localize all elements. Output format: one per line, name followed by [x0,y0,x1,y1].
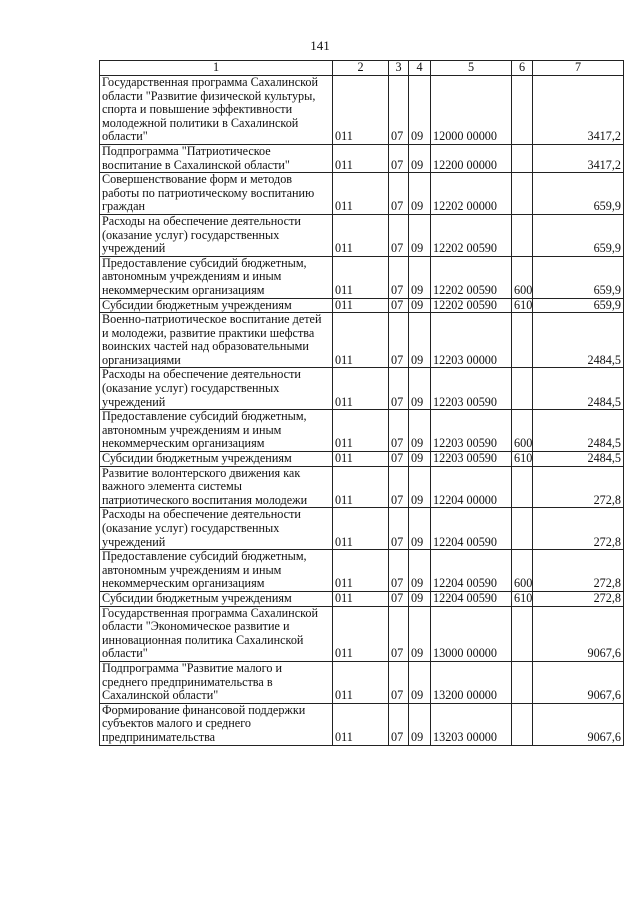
row-target-article: 12202 00590 [431,214,512,256]
table-row [100,76,624,145]
row-code: 011 [333,214,389,256]
row-amount: 272,8 [533,508,624,550]
row-section: 07 [389,173,409,215]
row-amount: 2484,5 [533,410,624,452]
row-name: Расходы на обеспечение деятельности (оказание услуг) государственных учреждений [100,368,333,410]
row-code: 011 [333,508,389,550]
row-amount: 9067,6 [533,703,624,745]
row-expense-type: 600 [512,550,533,592]
row-section: 07 [389,703,409,745]
row-amount: 3417,2 [533,144,624,172]
table-row [100,550,624,592]
row-section: 07 [389,466,409,508]
row-name: Предоставление субсидий бюджетным, автономным учреждениям и иным некоммерческим организациям [100,550,333,592]
row-target-article: 12202 00000 [431,173,512,215]
row-subsection: 09 [409,550,431,592]
row-target-article: 13200 00000 [431,661,512,703]
row-target-article: 12204 00000 [431,466,512,508]
row-subsection: 09 [409,368,431,410]
table-row [100,508,624,550]
row-section: 07 [389,76,409,145]
row-amount: 9067,6 [533,661,624,703]
row-expense-type [512,313,533,368]
table-row [100,214,624,256]
row-code: 011 [333,256,389,298]
column-header-4: 4 [409,61,431,76]
row-target-article: 12203 00000 [431,313,512,368]
row-expense-type [512,466,533,508]
row-code: 011 [333,466,389,508]
row-expense-type [512,144,533,172]
row-subsection: 09 [409,313,431,368]
row-name: Развитие волонтерского движения как важного элемента системы патриотического воспитания молодежи [100,466,333,508]
row-amount: 2484,5 [533,452,624,467]
row-name: Совершенствование форм и методов работы по патриотическому воспитанию граждан [100,173,333,215]
row-amount: 659,9 [533,256,624,298]
row-section: 07 [389,144,409,172]
row-subsection: 09 [409,298,431,313]
row-expense-type [512,508,533,550]
row-code: 011 [333,452,389,467]
row-name: Предоставление субсидий бюджетным, автономным учреждениям и иным некоммерческим организациям [100,256,333,298]
column-header-5: 5 [431,61,512,76]
row-section: 07 [389,550,409,592]
table-row [100,313,624,368]
row-expense-type: 610 [512,591,533,606]
table-row [100,606,624,661]
row-target-article: 13000 00000 [431,606,512,661]
row-section: 07 [389,452,409,467]
row-expense-type [512,173,533,215]
row-target-article: 12200 00000 [431,144,512,172]
table-row [100,173,624,215]
row-expense-type [512,76,533,145]
table-row [100,661,624,703]
row-name: Субсидии бюджетным учреждениям [100,591,333,606]
row-section: 07 [389,606,409,661]
row-section: 07 [389,508,409,550]
row-code: 011 [333,591,389,606]
row-section: 07 [389,591,409,606]
row-section: 07 [389,214,409,256]
row-subsection: 09 [409,508,431,550]
row-expense-type [512,368,533,410]
row-code: 011 [333,144,389,172]
row-code: 011 [333,550,389,592]
row-section: 07 [389,298,409,313]
row-subsection: 09 [409,144,431,172]
column-header-6: 6 [512,61,533,76]
row-code: 011 [333,606,389,661]
row-amount: 2484,5 [533,313,624,368]
row-expense-type: 610 [512,452,533,467]
row-code: 011 [333,298,389,313]
row-name: Формирование финансовой поддержки субъектов малого и среднего предпринимательства [100,703,333,745]
row-amount: 272,8 [533,466,624,508]
row-section: 07 [389,410,409,452]
row-subsection: 09 [409,606,431,661]
row-subsection: 09 [409,661,431,703]
row-target-article: 12203 00590 [431,368,512,410]
table-row [100,144,624,172]
table-row [100,466,624,508]
table-row [100,298,624,313]
row-expense-type: 600 [512,410,533,452]
row-target-article: 12000 00000 [431,76,512,145]
row-expense-type [512,661,533,703]
row-subsection: 09 [409,256,431,298]
row-amount: 659,9 [533,173,624,215]
table-row [100,591,624,606]
row-amount: 659,9 [533,298,624,313]
row-subsection: 09 [409,410,431,452]
column-header-7: 7 [533,61,624,76]
row-expense-type [512,606,533,661]
table-row [100,452,624,467]
row-target-article: 12203 00590 [431,452,512,467]
table-row [100,410,624,452]
page-number: 141 [310,38,330,53]
row-code: 011 [333,313,389,368]
column-header-3: 3 [389,61,409,76]
table-row [100,256,624,298]
row-subsection: 09 [409,466,431,508]
row-name: Расходы на обеспечение деятельности (оказание услуг) государственных учреждений [100,508,333,550]
row-subsection: 09 [409,591,431,606]
header-row [100,61,624,76]
row-target-article: 12202 00590 [431,298,512,313]
row-subsection: 09 [409,214,431,256]
row-target-article: 13203 00000 [431,703,512,745]
row-amount: 659,9 [533,214,624,256]
row-code: 011 [333,661,389,703]
row-amount: 272,8 [533,550,624,592]
table-body [100,76,624,746]
column-header-2: 2 [333,61,389,76]
row-code: 011 [333,173,389,215]
column-header-1: 1 [100,61,333,76]
row-expense-type [512,703,533,745]
table-row [100,368,624,410]
row-section: 07 [389,368,409,410]
row-expense-type: 610 [512,298,533,313]
row-name: Государственная программа Сахалинской области "Развитие физической культуры, спорта и повышение эффективности молодежной политики в Сахалинской области" [100,76,333,145]
row-amount: 2484,5 [533,368,624,410]
row-name: Подпрограмма "Патриотическое воспитание в Сахалинской области" [100,144,333,172]
row-section: 07 [389,661,409,703]
row-subsection: 09 [409,703,431,745]
row-expense-type [512,214,533,256]
row-name: Субсидии бюджетным учреждениям [100,452,333,467]
row-target-article: 12202 00590 [431,256,512,298]
row-name: Субсидии бюджетным учреждениям [100,298,333,313]
row-target-article: 12204 00590 [431,591,512,606]
row-name: Расходы на обеспечение деятельности (оказание услуг) государственных учреждений [100,214,333,256]
row-amount: 272,8 [533,591,624,606]
row-name: Предоставление субсидий бюджетным, автономным учреждениям и иным некоммерческим организациям [100,410,333,452]
budget-table [99,60,624,746]
row-code: 011 [333,410,389,452]
row-amount: 3417,2 [533,76,624,145]
row-code: 011 [333,703,389,745]
row-code: 011 [333,76,389,145]
row-target-article: 12204 00590 [431,550,512,592]
table-row [100,703,624,745]
row-name: Военно-патриотическое воспитание детей и молодежи, развитие практики шефства воинских частей над образовательными организациями [100,313,333,368]
row-expense-type: 600 [512,256,533,298]
row-name: Подпрограмма "Развитие малого и среднего предпринимательства в Сахалинской области" [100,661,333,703]
row-target-article: 12204 00590 [431,508,512,550]
row-code: 011 [333,368,389,410]
row-section: 07 [389,313,409,368]
row-amount: 9067,6 [533,606,624,661]
row-name: Государственная программа Сахалинской области "Экономическое развитие и инновационная политика Сахалинской области" [100,606,333,661]
row-section: 07 [389,256,409,298]
row-target-article: 12203 00590 [431,410,512,452]
row-subsection: 09 [409,173,431,215]
row-subsection: 09 [409,452,431,467]
row-subsection: 09 [409,76,431,145]
